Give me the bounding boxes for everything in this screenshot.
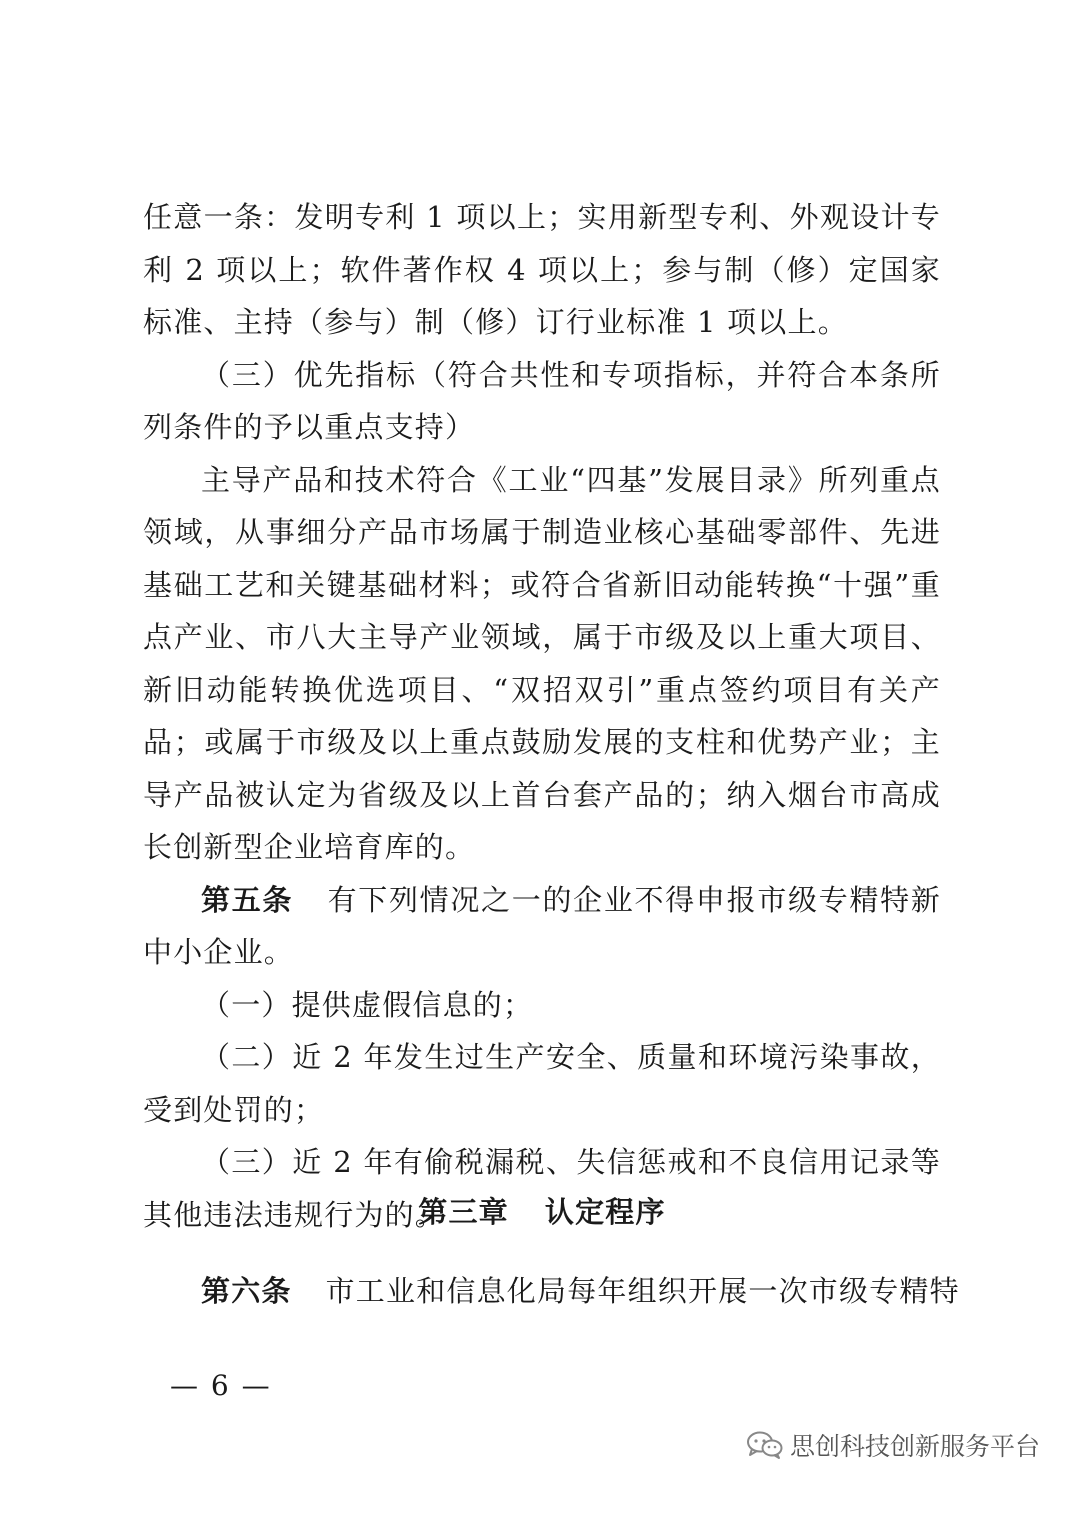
article-6 (143, 1265, 960, 1317)
paragraph-priority-heading: （三）优先指标（符合共性和专项指标，并符合本条所列条件的予以重点支持） (143, 357, 941, 444)
article-6-label: 第六条 (201, 1274, 292, 1308)
paragraph-patents: 任意一条：发明专利 1 项以上；实用新型专利、外观设计专利 2 项以上；软件著作权 4 项以上；参与制（修）定国家标准、主持（参与）制（修）订行业标准 1 项以上。 (143, 200, 941, 339)
paragraph-priority-body: 主导产品和技术符合《工业“四基”发展目录》所列重点领域，从事细分产品市场属于制造业核心基础零部件、先进基础工艺和关键基础材料；或符合省新旧动能转换“十强”重点产业、市八大主导产业领域，属于市级及以上重大项目、新旧动能转换优选项目、“双招双引”重点签约项目有关产品；或属于市级及以上重点鼓励发展的支柱和优势产业；主导产品被认定为省级及以上首台套产品的；纳入烟台市高成长创新型企业培育库的。 (143, 462, 941, 864)
article-5-item-3: （三）近 2 年有偷税漏税、失信惩戒和不良信用记录等其他违法违规行为的。 (143, 1145, 941, 1232)
article-5-item-1: （一）提供虚假信息的； (201, 987, 534, 1022)
watermark (746, 1427, 1040, 1463)
body-text (143, 191, 941, 1241)
chapter-number: 第三章 (418, 1195, 509, 1229)
wechat-icon (746, 1430, 784, 1460)
article-5 (143, 874, 941, 979)
chapter-title: 认定程序 (544, 1195, 666, 1229)
article-5-text: 有下列情况之一的企业不得申报市级专精特新中小企业。 (143, 882, 941, 969)
article-5-label: 第五条 (201, 882, 294, 917)
article-6-text: 市工业和信息化局每年组织开展一次市级专精特 (325, 1274, 960, 1308)
article-5-item-2: （二）近 2 年发生过生产安全、质量和环境污染事故，受到处罚的； (143, 1040, 941, 1127)
watermark-text: 思创科技创新服务平台 (789, 1432, 1040, 1461)
chapter-heading (143, 1186, 941, 1238)
page-number: — 6 — (170, 1369, 272, 1402)
